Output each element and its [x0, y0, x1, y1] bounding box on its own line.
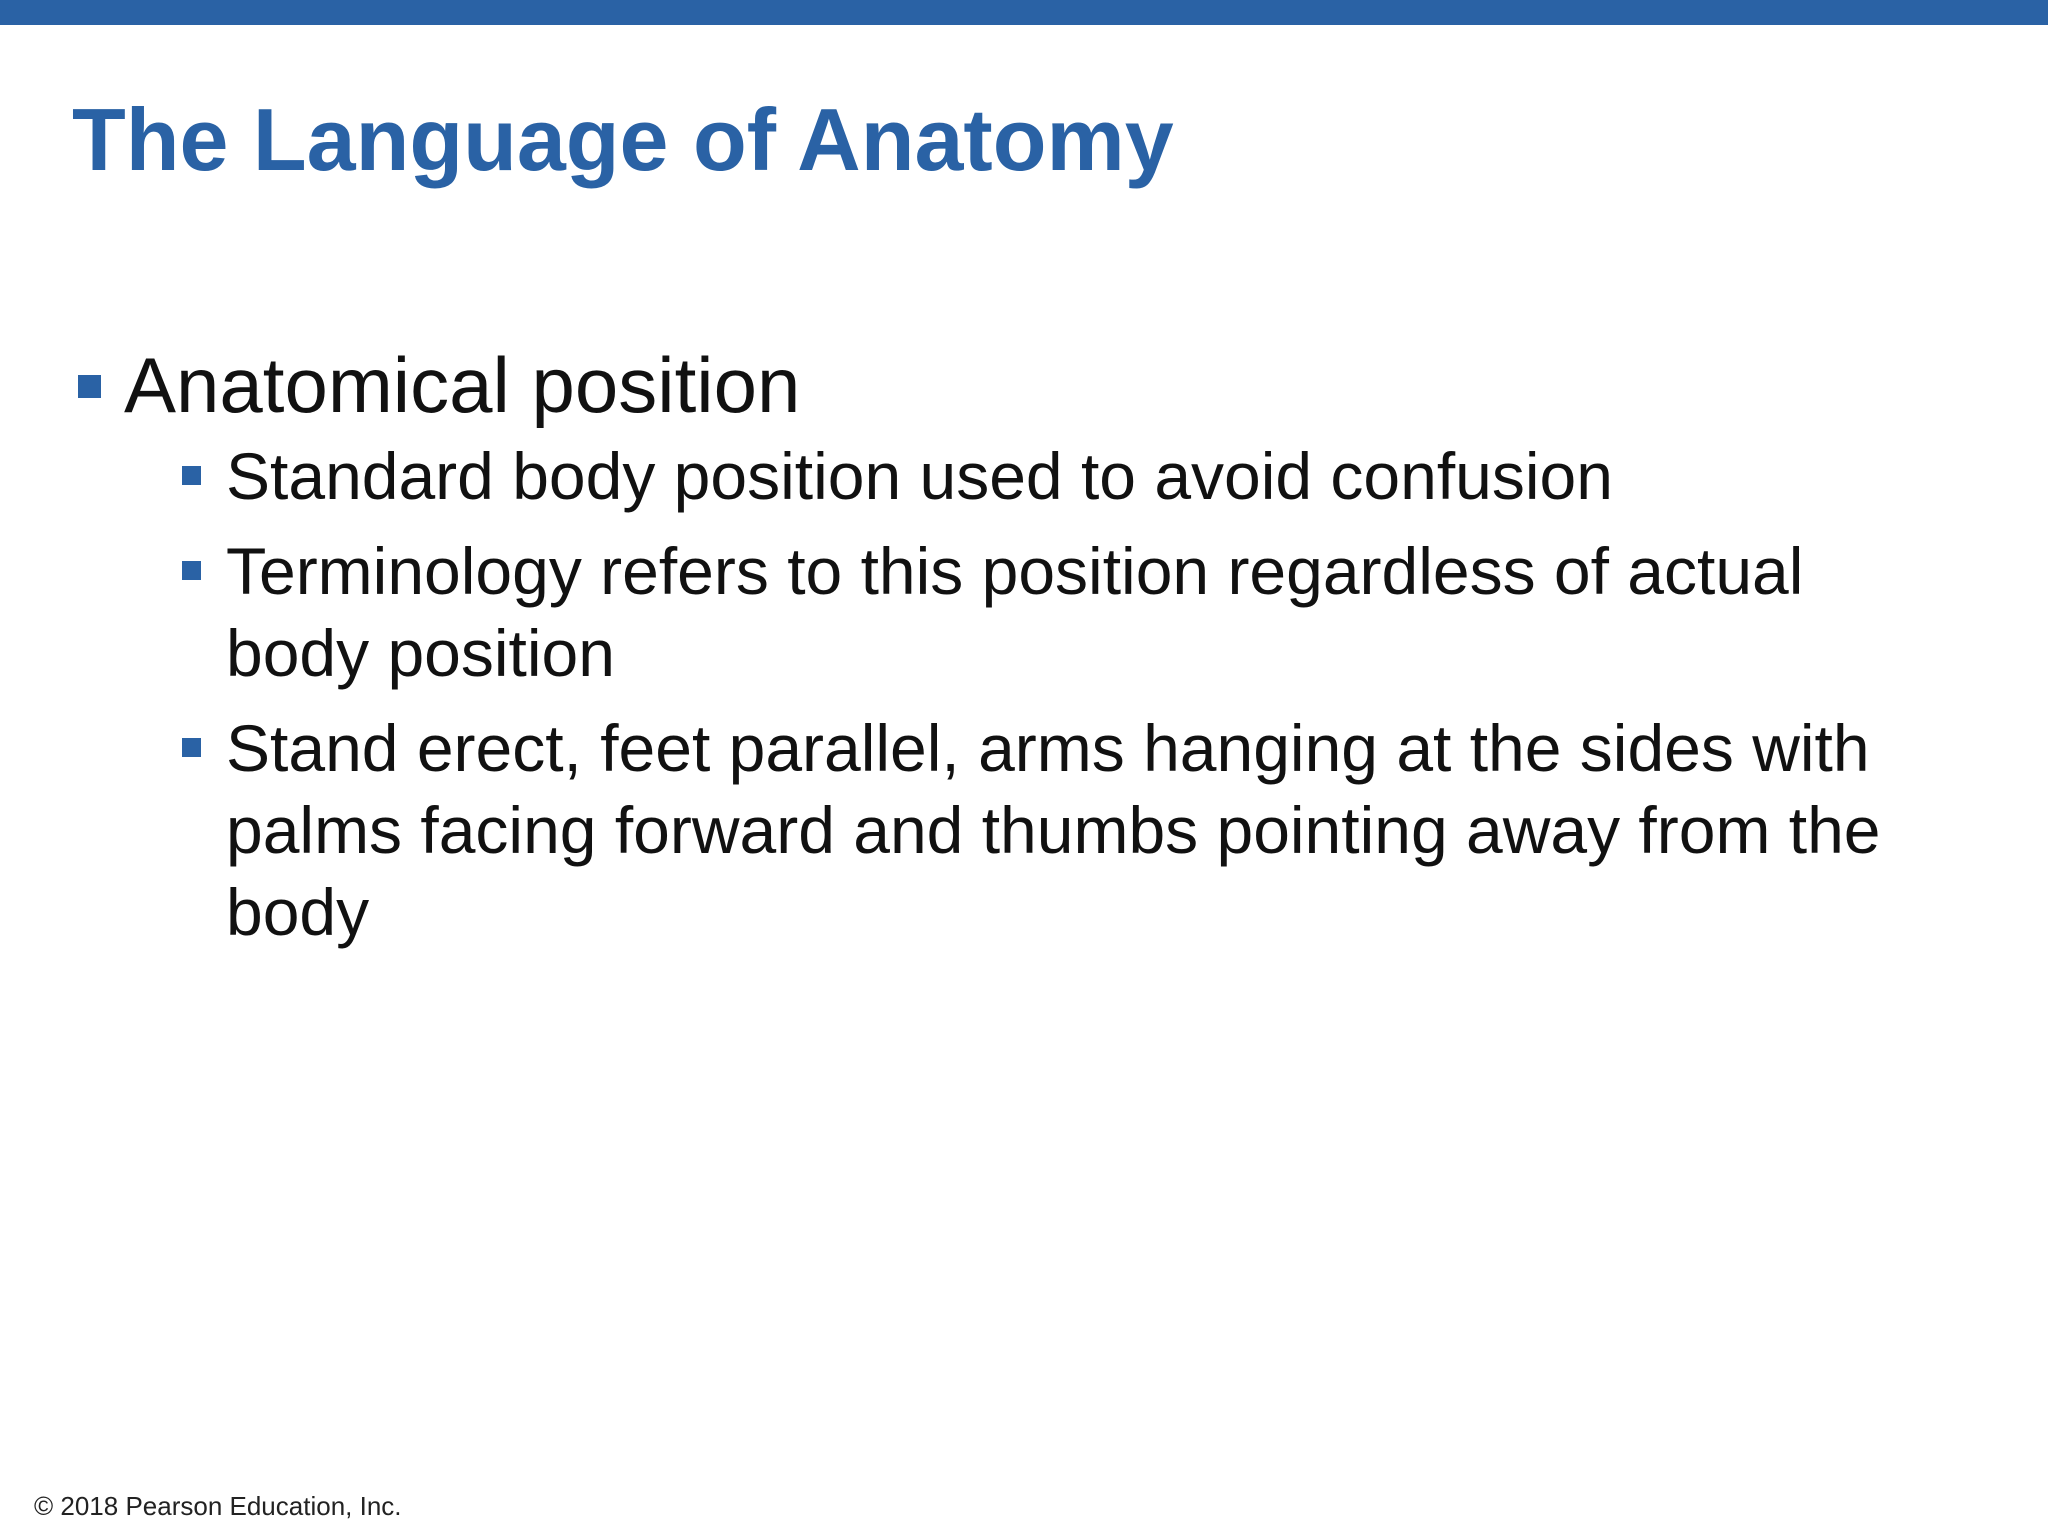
square-bullet-icon [182, 738, 201, 757]
bullet-list [78, 335, 1978, 966]
sub-bullet-text: Terminology refers to this position regardless of actual body position [226, 534, 1804, 690]
sub-bullet-item [180, 530, 1926, 694]
sub-bullet-text: Stand erect, feet parallel, arms hanging at the sides with palms facing forward and thumbs pointing away from the body [226, 711, 1881, 949]
square-bullet-icon [182, 561, 201, 580]
square-bullet-icon [182, 466, 201, 485]
copyright-footer: © 2018 Pearson Education, Inc. [34, 1491, 402, 1521]
sub-bullet-list [78, 435, 1978, 953]
bullet-item-anatomical-position [78, 335, 1978, 435]
square-bullet-icon [78, 375, 101, 398]
sub-bullet-item [180, 707, 1926, 953]
sub-bullet-item [180, 435, 1926, 517]
slide-title: The Language of Anatomy [72, 90, 1174, 189]
top-accent-bar [0, 0, 2048, 25]
bullet-text: Anatomical position [124, 341, 801, 429]
sub-bullet-text: Standard body position used to avoid confusion [226, 439, 1613, 513]
